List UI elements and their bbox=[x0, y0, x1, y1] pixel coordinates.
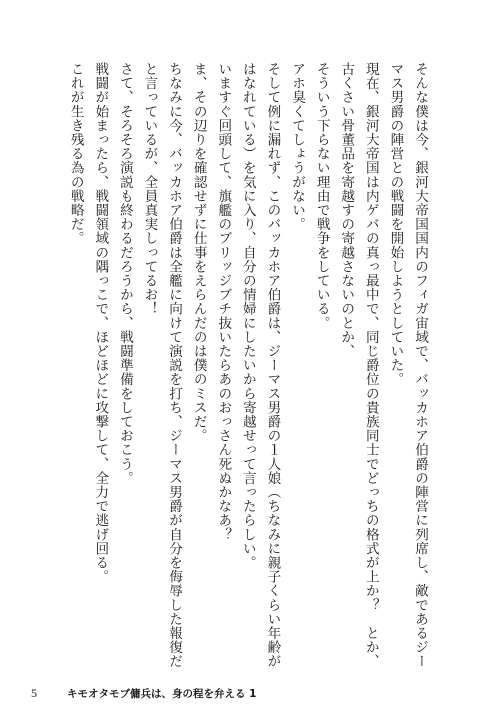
text-line: と言っているが、全員真実しってるお！ bbox=[141, 62, 158, 316]
text-line: そして例に漏れず、このバッカホア伯爵は、ジーマス男爵の１人娘（ちなみに親子くらい年齢が bbox=[264, 62, 281, 669]
text-line: そういう下らない理由で戦争をしている。 bbox=[313, 62, 330, 330]
text-line: 現在、銀河大帝国は内ゲバの真っ最中で、同じ爵位の貴族同士でどっちの格式が上か？ とか、 bbox=[362, 62, 379, 669]
text-line: 戦闘が始まったら、戦闘領域の隅っこで、ほどほどに攻撃して、全力で逃げ回る。 bbox=[92, 62, 109, 584]
text-line: これが生き残る為の戦略だ。 bbox=[67, 62, 84, 246]
text-line: ま、その辺りを確認せずに仕事をえらんだのは僕のミスだ。 bbox=[190, 62, 207, 443]
text-line: いますぐ回頭して、旗艦のブリッジブチ抜いたらあのおっさん死ぬかなあ？ bbox=[215, 62, 232, 542]
text-line: はなれている）を気に入り、自分の情婦にしたいから寄越せって言ったらしい。 bbox=[239, 62, 256, 570]
running-title: キモオタモブ傭兵は、身の程を弁える 1 bbox=[67, 688, 257, 700]
text-line: マス男爵の陣営との戦闘を開始しようとしていた。 bbox=[387, 62, 404, 387]
text-line: そんな僕は今、銀河大帝国国内のフィガ宙域で、バッカホア伯爵の陣営に列席し、敵であるジー bbox=[412, 62, 428, 669]
page-number: 5 bbox=[31, 686, 37, 700]
text-line: ちなみに今、バッカホア伯爵は全艦に向けて演説を打ち、ジーマス男爵が自分を侮辱した報復だ bbox=[166, 62, 183, 669]
text-line: アホ臭くてしょうがない。 bbox=[289, 62, 306, 232]
page-footer bbox=[31, 686, 256, 701]
text-line: 古くさい骨董品を寄越すの寄越さないのとか、 bbox=[338, 62, 355, 359]
text-line: さて、そろそろ演説も終わるだろうから、戦闘準備をしておこう。 bbox=[116, 62, 133, 485]
vertical-body-text bbox=[63, 62, 432, 669]
